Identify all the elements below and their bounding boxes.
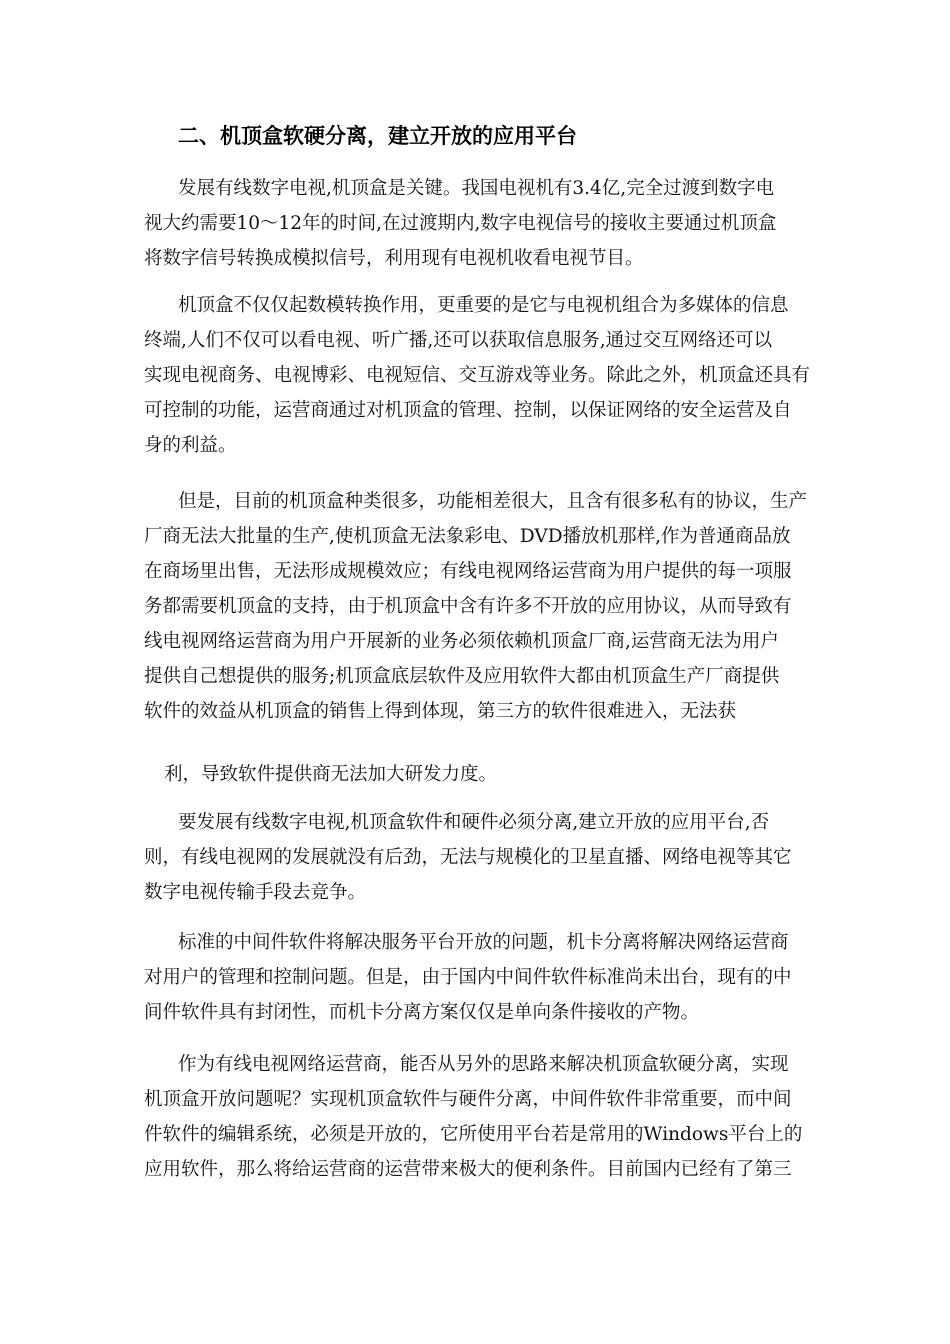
text-line: 数字电视传输手段去竞争。: [144, 882, 367, 903]
section-heading: 二、机顶盒软硬分离，建立开放的应用平台: [178, 124, 577, 148]
text-line: 对用户的管理和控制问题。但是，由于国内中间件软件标准尚未出台，现有的中: [144, 967, 792, 988]
text-line: 务都需要机顶盒的支持，由于机顶盒中含有许多不开放的应用协议，从而导致有: [144, 596, 792, 617]
text-line: 软件的效益从机顶盒的销售上得到体现，第三方的软件很难进入，无法获: [144, 701, 737, 722]
text-line: 间件软件具有封闭性，而机卡分离方案仅仅是单向条件接收的产物。: [144, 1002, 700, 1023]
text-line: 实现电视商务、电视博彩、电视短信、交互游戏等业务。除此之外，机顶盒还具有: [144, 365, 811, 386]
text-line: 机顶盒不仅仅起数模转换作用，更重要的是它与电视机组合为多媒体的信息: [178, 295, 789, 316]
text-line: 身的利益。: [144, 435, 237, 456]
text-line: 视大约需要10～12年的时间,在过渡期内,数字电视信号的接收主要通过机顶盒: [144, 213, 777, 234]
text-line: 可控制的功能，运营商通过对机顶盒的管理、控制，以保证网络的安全运营及自: [144, 400, 792, 421]
text-line: 件软件的编辑系统，必须是开放的，它所使用平台若是常用的Windows平台上的: [144, 1124, 803, 1145]
text-line: 机顶盒开放问题呢？实现机顶盒软件与硬件分离，中间件软件非常重要，而中间: [144, 1089, 792, 1110]
text-line: 在商场里出售，无法形成规模效应；有线电视网络运营商为用户提供的每一项服: [144, 561, 792, 582]
text-line: 标准的中间件软件将解决服务平台开放的问题，机卡分离将解决网络运营商: [178, 932, 789, 953]
text-line: 将数字信号转换成模拟信号，利用现有电视机收看电视节目。: [144, 248, 644, 269]
text-line: 则，有线电视网的发展就没有后劲，无法与规模化的卫星直播、网络电视等其它: [144, 847, 792, 868]
text-line: 作为有线电视网络运营商，能否从另外的思路来解决机顶盒软硬分离，实现: [178, 1054, 789, 1075]
text-line: 线电视网络运营商为用户开展新的业务必须依赖机顶盒厂商,运营商无法为用户: [144, 631, 779, 652]
text-line: 利，导致软件提供商无法加大研发力度。: [164, 764, 498, 785]
text-line: 终端,人们不仅可以看电视、听广播,还可以获取信息服务,通过交互网络还可以: [144, 330, 773, 351]
paragraph-1: [144, 171, 776, 276]
text-line: 发展有线数字电视,机顶盒是关键。我国电视机有3.4亿,完全过渡到数字电: [178, 178, 775, 199]
paragraph-7: [144, 1047, 802, 1187]
paragraph-2: [144, 288, 810, 463]
text-line: 提供自己想提供的服务;机顶盒底层软件及应用软件大都由机顶盒生产厂商提供: [144, 666, 780, 687]
text-line: 应用软件，那么将给运营商的运营带来极大的便利条件。目前国内已经有了第三: [144, 1159, 792, 1180]
paragraph-6: [144, 925, 792, 1030]
text-line: 但是，目前的机顶盒种类很多，功能相差很大，且含有很多私有的协议，生产: [178, 491, 808, 512]
paragraph-3: [144, 484, 807, 729]
text-line: 厂商无法大批量的生产,使机顶盒无法象彩电、DVD播放机那样,作为普通商品放: [144, 526, 791, 547]
paragraph-4: [144, 757, 497, 792]
paragraph-5: [144, 805, 792, 910]
text-line: 要发展有线数字电视,机顶盒软件和硬件必须分离,建立开放的应用平台,否: [178, 812, 770, 833]
